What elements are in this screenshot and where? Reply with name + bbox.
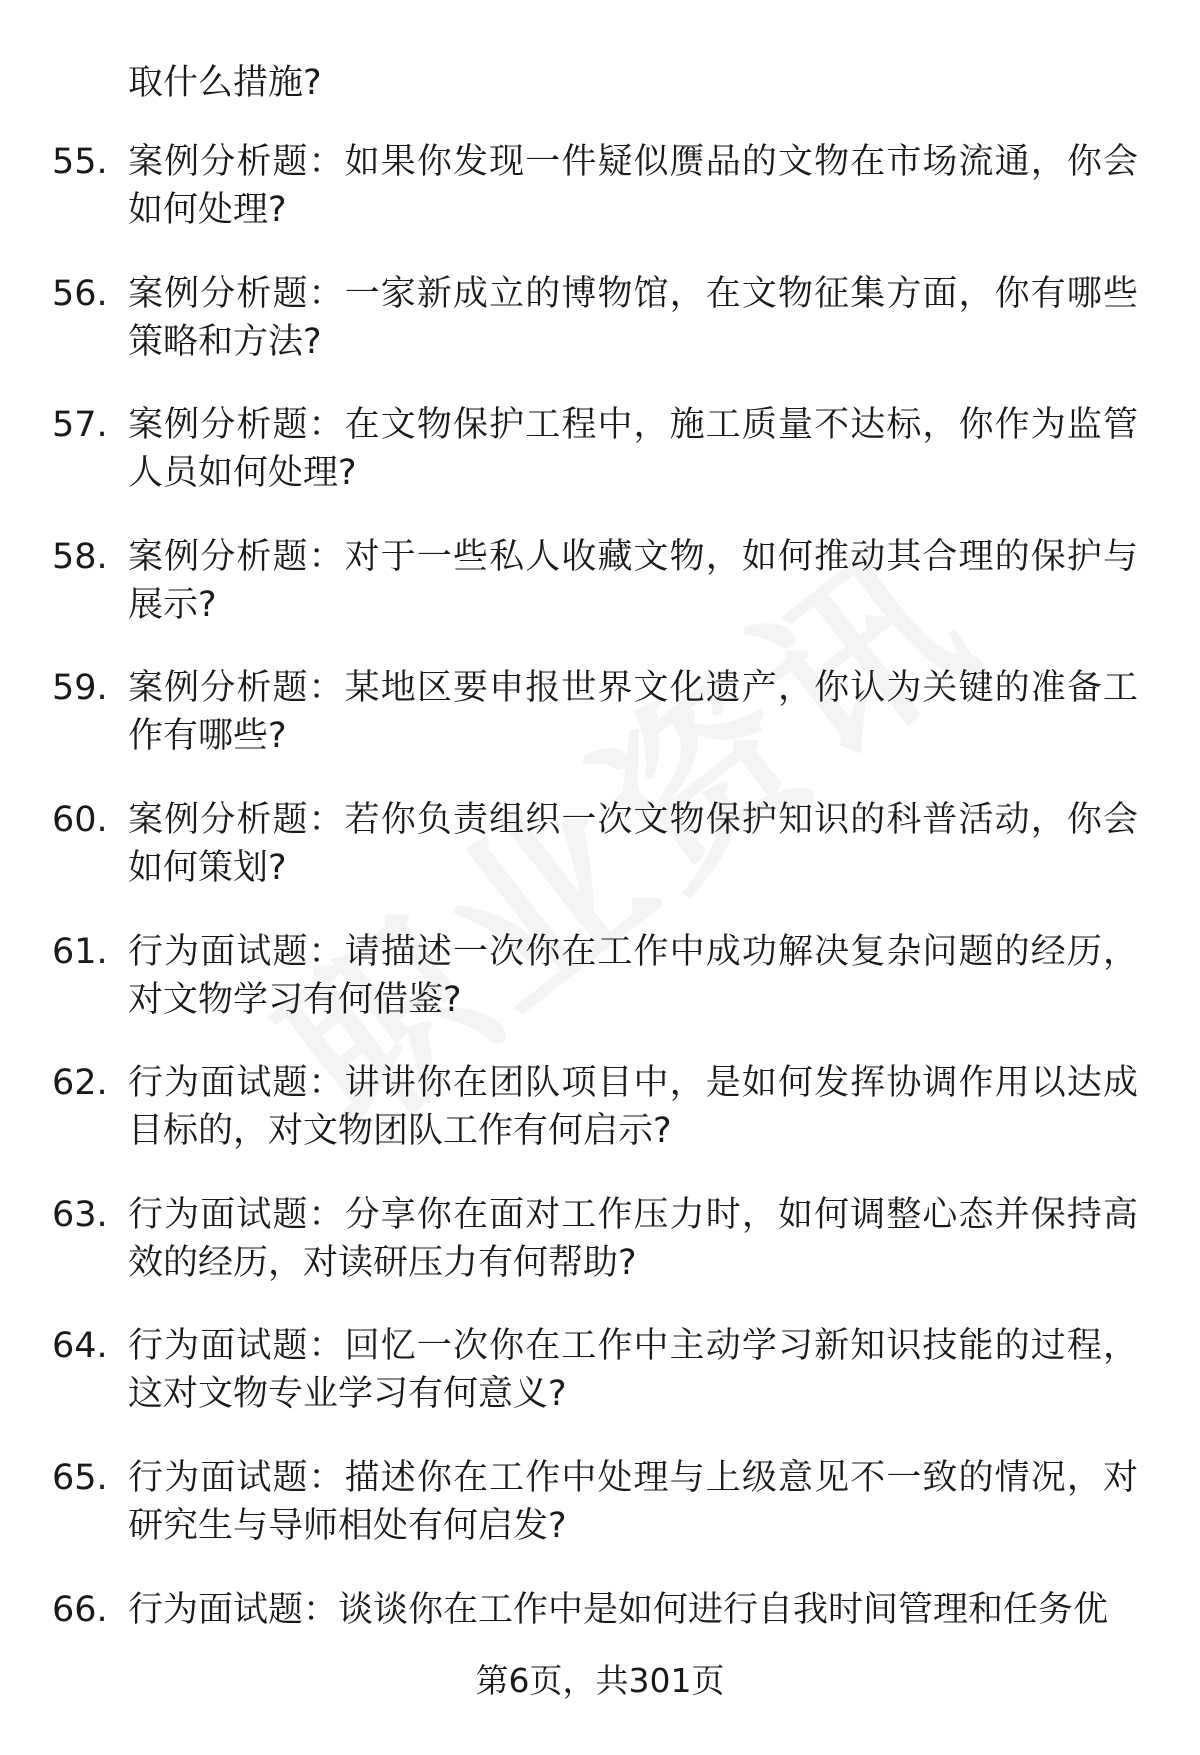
list-item — [0, 401, 1200, 533]
item-text: 行为面试题：谈谈你在工作中是如何进行自我时间管理和任务优 — [128, 1589, 1109, 1630]
question-list — [0, 138, 1200, 1717]
item-number: 66. — [52, 1589, 108, 1630]
item-number: 61. — [52, 931, 108, 972]
item-text: 行为面试题：讲讲你在团队项目中，是如何发挥协调作用以达成目标的，对文物团队工作有何启示? — [128, 1063, 1138, 1152]
list-item — [0, 1454, 1200, 1586]
item-text: 案例分析题：在文物保护工程中，施工质量不达标，你作为监管人员如何处理? — [128, 405, 1138, 494]
list-item — [0, 1059, 1200, 1191]
list-item — [0, 928, 1200, 1060]
continuation-line: 取什么措施? — [128, 63, 322, 103]
item-text: 案例分析题：某地区要申报世界文化遗产，你认为关键的准备工作有哪些? — [128, 668, 1138, 757]
item-text: 行为面试题：描述你在工作中处理与上级意见不一致的情况，对研究生与导师相处有何启发? — [128, 1457, 1138, 1546]
item-number: 57. — [52, 405, 108, 446]
list-item — [0, 664, 1200, 796]
item-number: 62. — [52, 1063, 108, 1104]
list-item — [0, 533, 1200, 665]
list-item — [0, 270, 1200, 402]
item-text: 行为面试题：分享你在面对工作压力时，如何调整心态并保持高效的经历，对读研压力有何帮助? — [128, 1194, 1138, 1283]
item-text: 行为面试题：回忆一次你在工作中主动学习新知识技能的过程，这对文物专业学习有何意义? — [128, 1326, 1138, 1415]
item-number: 60. — [52, 799, 108, 840]
page-footer: 第6页，共301页 — [475, 1661, 725, 1700]
item-text: 案例分析题：一家新成立的博物馆，在文物征集方面，你有哪些策略和方法? — [128, 273, 1138, 362]
item-number: 56. — [52, 273, 108, 314]
item-number: 58. — [52, 536, 108, 577]
list-item — [0, 1322, 1200, 1454]
item-number: 64. — [52, 1326, 108, 1367]
item-number: 55. — [52, 142, 108, 182]
item-text: 案例分析题：如果你发现一件疑似赝品的文物在市场流通，你会如何处理? — [128, 142, 1138, 230]
item-text: 案例分析题：对于一些私人收藏文物，如何推动其合理的保护与展示? — [128, 536, 1138, 625]
item-text: 行为面试题：请描述一次你在工作中成功解决复杂问题的经历，对文物学习有何借鉴? — [128, 931, 1138, 1020]
list-item — [0, 138, 1200, 270]
item-number: 63. — [52, 1194, 108, 1235]
item-number: 65. — [52, 1457, 108, 1498]
item-text: 案例分析题：若你负责组织一次文物保护知识的科普活动，你会如何策划? — [128, 799, 1138, 888]
list-item — [0, 1191, 1200, 1323]
list-item — [0, 796, 1200, 928]
item-number: 59. — [52, 668, 108, 709]
